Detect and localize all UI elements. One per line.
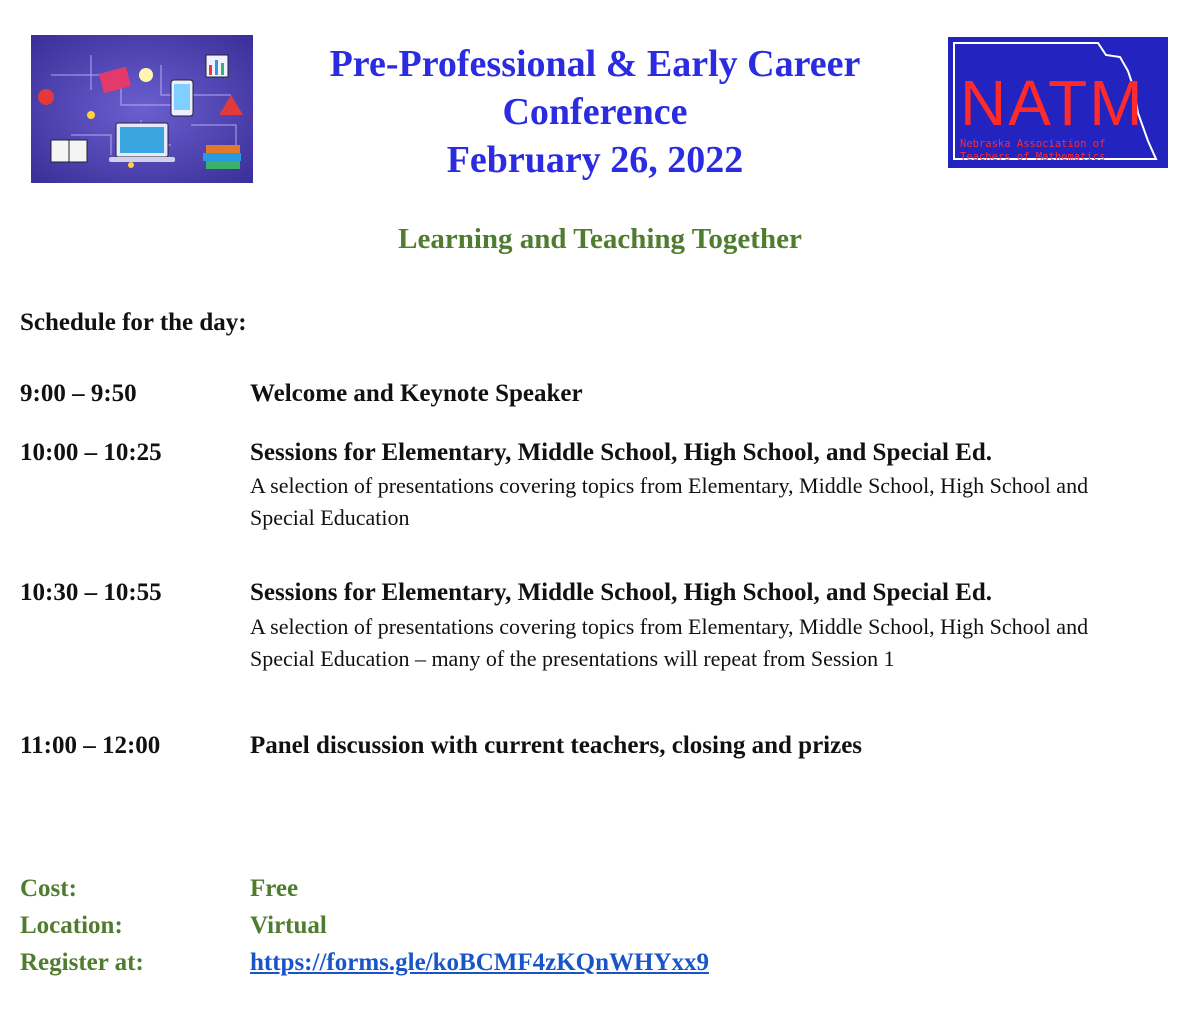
title-line-2: Conference bbox=[502, 91, 688, 133]
schedule-time-1: 9:00 – 9:50 bbox=[20, 380, 137, 407]
register-link-wrapper bbox=[250, 945, 709, 981]
natm-logo bbox=[948, 37, 1168, 168]
schedule-time-4: 11:00 – 12:00 bbox=[20, 732, 161, 759]
title-line-1: Pre-Professional & Early Career bbox=[329, 43, 861, 85]
schedule-description-3: A selection of presentations covering topics from Elementary, Middle School, High School and Special Education – many of the presentations will repeat from Session 1 bbox=[250, 614, 1089, 671]
register-link[interactable]: https://forms.gle/koBCMF4zKQnWHYxx9 bbox=[250, 949, 710, 976]
location-label: Location: bbox=[20, 912, 123, 939]
conference-theme: Learning and Teaching Together bbox=[398, 223, 802, 255]
schedule-time-2: 10:00 – 10:25 bbox=[20, 439, 162, 466]
natm-logo-subtext-1: Nebraska Association of bbox=[960, 138, 1106, 150]
register-label: Register at: bbox=[20, 949, 144, 976]
schedule-heading: Schedule for the day: bbox=[20, 309, 247, 336]
natm-logo-subtext-2: Teachers of Mathematics bbox=[960, 151, 1106, 163]
title-line-date: February 26, 2022 bbox=[446, 139, 744, 181]
schedule-description-2: A selection of presentations covering topics from Elementary, Middle School, High School and Special Education bbox=[250, 473, 1089, 530]
schedule-title-2: Sessions for Elementary, Middle School, High School, and Special Ed. bbox=[250, 439, 993, 466]
cost-value: Free bbox=[250, 875, 299, 902]
natm-logo-letters: NATM bbox=[960, 67, 1145, 139]
schedule-time-3: 10:30 – 10:55 bbox=[20, 579, 162, 606]
location-value: Virtual bbox=[250, 912, 327, 939]
schedule-title-3: Sessions for Elementary, Middle School, High School, and Special Ed. bbox=[250, 579, 993, 606]
education-clip-art-image bbox=[31, 35, 253, 183]
schedule-title-4: Panel discussion with current teachers, closing and prizes bbox=[250, 732, 863, 759]
schedule-title-1: Welcome and Keynote Speaker bbox=[250, 380, 583, 407]
cost-label: Cost: bbox=[20, 875, 77, 902]
conference-title bbox=[270, 40, 920, 184]
